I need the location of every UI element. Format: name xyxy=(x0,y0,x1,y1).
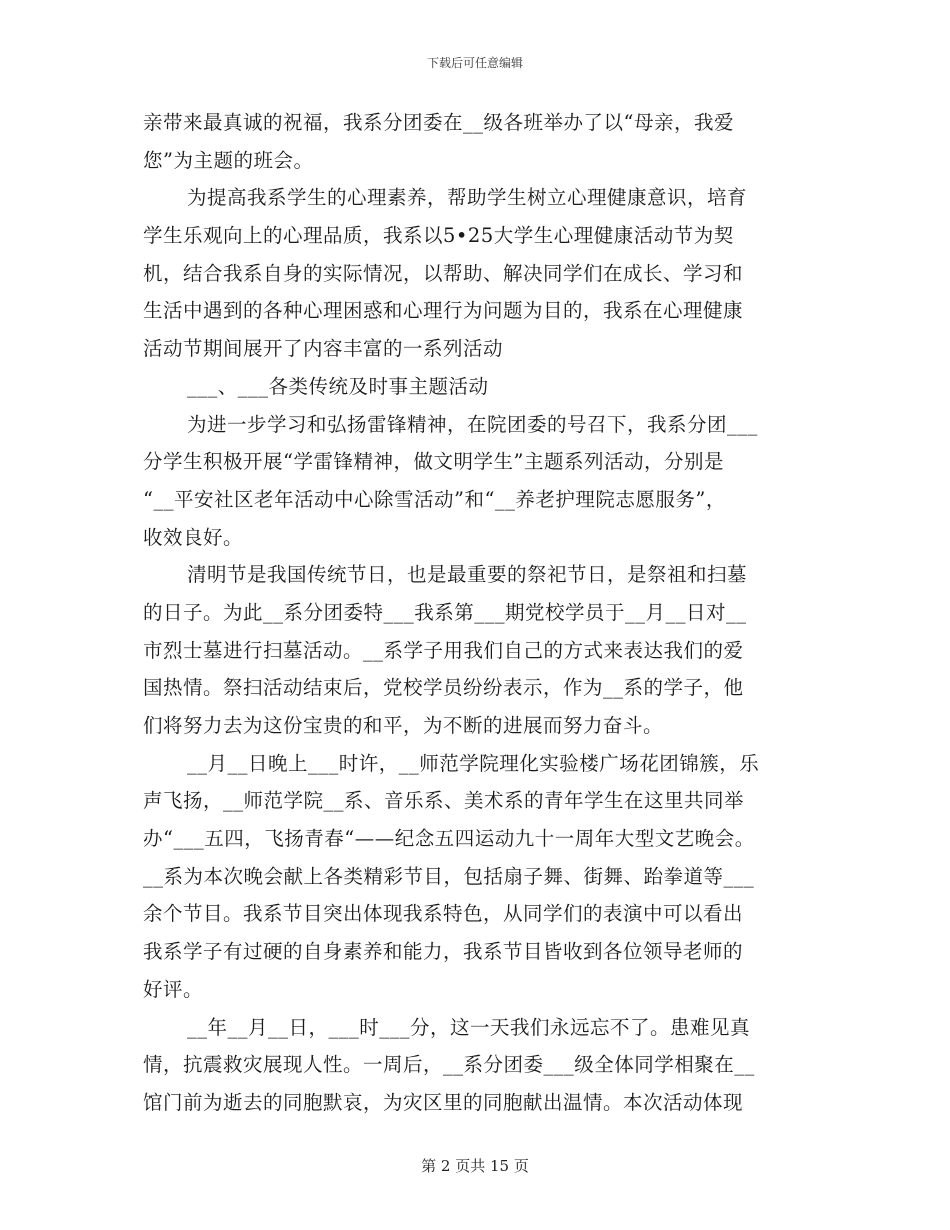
text-line: 办“___五四，飞扬青春“——纪念五四运动九十一周年大型文艺晚会。 xyxy=(143,827,755,851)
text-line: 的日子。为此__系分团委特___我系第___期党校学员于__月__日对__ xyxy=(143,600,747,624)
page-number-footer: 第 2 页共 15 页 xyxy=(421,1157,529,1175)
text-line: 清明节是我国传统节日，也是最重要的祭祀节日，是祭祖和扫墓 xyxy=(187,563,748,587)
text-line: 您”为主题的班会。 xyxy=(143,148,314,172)
text-line: 们将努力去为这份宝贵的和平，为不断的进展而努力奋斗。 xyxy=(143,714,664,737)
text-line: ___、___各类传统及时事主题活动 xyxy=(187,374,489,398)
text-line: __年__月__日，___时___分，这一天我们永远忘不了。患难见真 xyxy=(187,1015,751,1039)
text-line: 分学生积极开展“学雷锋精神，做文明学生”主题系列活动，分别是 xyxy=(143,450,724,474)
text-line: 声飞扬，__师范学院__系、音乐系、美术系的青年学生在这里共同举 xyxy=(143,789,745,813)
text-line: 机，结合我系自身的实际情况，以帮助、解决同学们在成长、学习和 xyxy=(143,261,744,285)
text-line: 市烈士墓进行扫墓活动。__系学子用我们自己的方式来表达我们的爱 xyxy=(143,638,744,662)
text-line: __系为本次晚会献上各类精彩节目，包括扇子舞、街舞、跆拳道等___ xyxy=(143,864,755,888)
text-line: 生活中遇到的各种心理困惑和心理行为问题为目的，我系在心理健康 xyxy=(143,299,744,323)
text-line: __月__日晚上___时许，__师范学院理化实验楼广场花团锦簇，乐 xyxy=(187,751,760,775)
text-line: 为进一步学习和弘扬雷锋精神，在院团委的号召下，我系分团___ xyxy=(187,412,758,436)
page-header: 下载后可任意编辑 xyxy=(426,56,523,70)
text-line: 情，抗震救灾展现人性。一周后，__系分团委___级全体同学相聚在__ xyxy=(143,1053,755,1077)
text-line: 好评。 xyxy=(143,977,204,1001)
document-body xyxy=(143,104,813,1122)
text-line: 我系学子有过硬的自身素养和能力，我系节目皆收到各位领导老师的 xyxy=(143,940,744,964)
text-line: 学生乐观向上的心理品质，我系以5•25大学生心理健康活动节为契 xyxy=(143,224,734,248)
text-line: 收效良好。 xyxy=(143,525,244,549)
text-line: 国热情。祭扫活动结束后，党校学员纷纷表示，作为__系的学子，他 xyxy=(143,676,744,700)
text-line: 亲带来最真诚的祝福，我系分团委在__级各班举办了以“母亲，我爱 xyxy=(143,111,734,134)
text-line: 馆门前为逝去的同胞默哀，为灾区里的同胞献出温情。本次活动体现 xyxy=(143,1090,744,1114)
text-line: 余个节目。我系节目突出体现我系特色，从同学们的表演中可以看出 xyxy=(143,902,744,926)
text-line: “__平安社区老年活动中心除雪活动”和“__养老护理院志愿服务”， xyxy=(143,487,726,511)
text-line: 为提高我系学生的心理素养，帮助学生树立心理健康意识，培育 xyxy=(187,186,748,210)
text-line: 活动节期间展开了内容丰富的一系列活动 xyxy=(143,337,504,361)
